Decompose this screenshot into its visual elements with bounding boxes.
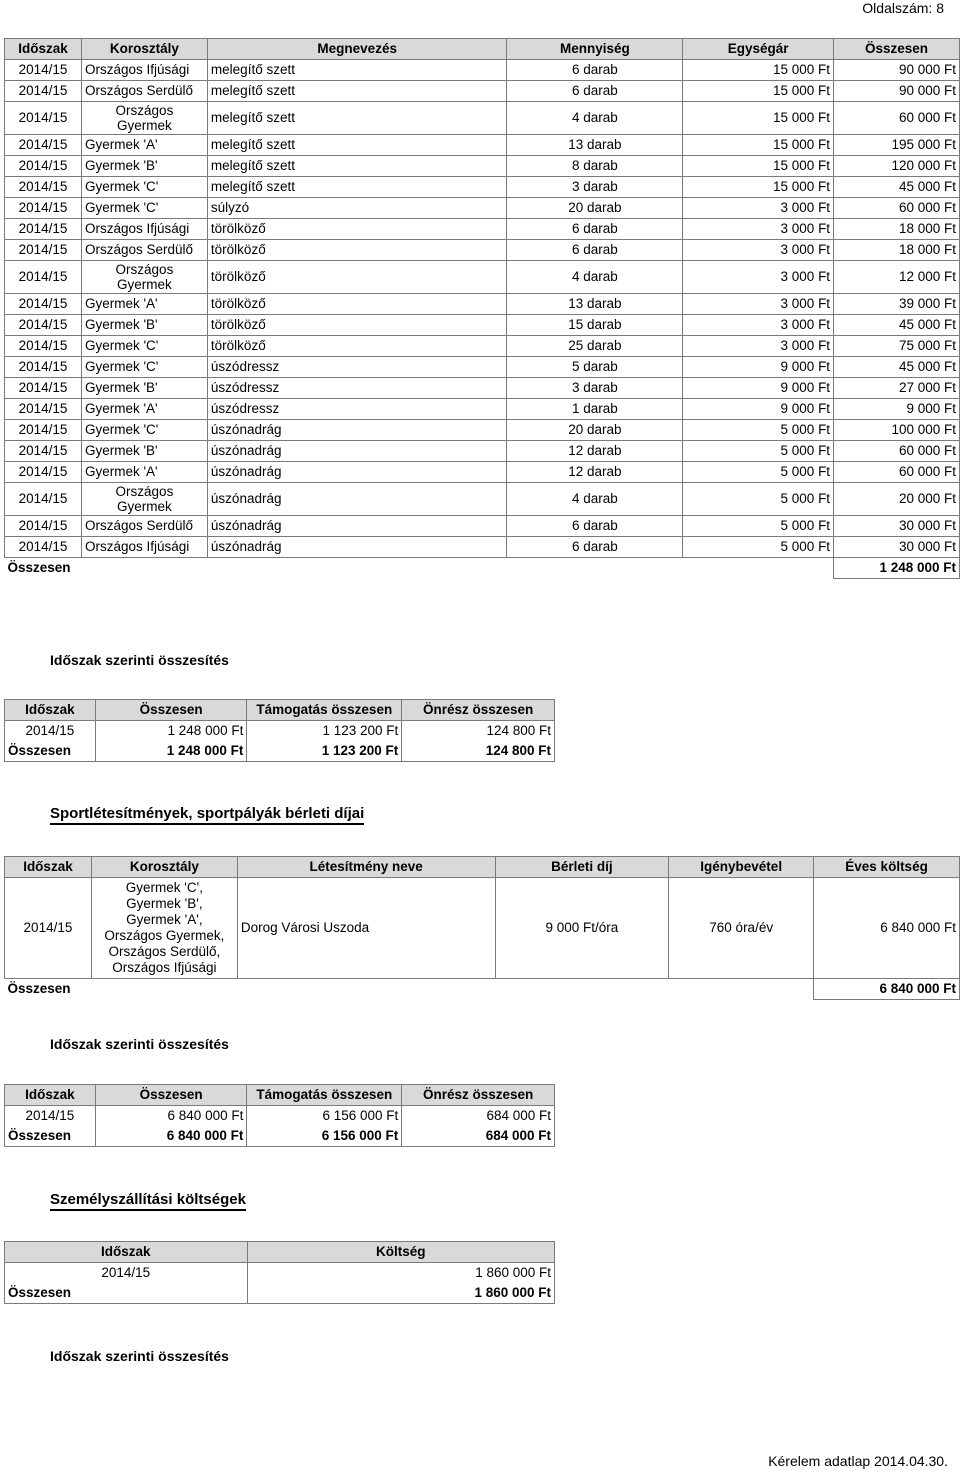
table-row (5, 420, 960, 441)
age-group: Gyermek 'B', (126, 896, 203, 911)
cell-total: 45 000 Ft (834, 177, 960, 198)
table-row (5, 336, 960, 357)
cell-age-group: Országos Gyermek (81, 483, 207, 516)
cell-own: 684 000 Ft (402, 1106, 555, 1127)
cell-item: melegítő szett (207, 60, 507, 81)
cell-age-group: Országos Ifjúsági (81, 537, 207, 558)
cell-age-group: Gyermek 'B' (81, 441, 207, 462)
cell-item: melegítő szett (207, 135, 507, 156)
summary-heading-1: Időszak szerinti összesítés (50, 652, 229, 668)
cell-unit-price: 15 000 Ft (683, 102, 834, 135)
cell-total: 18 000 Ft (834, 240, 960, 261)
cell-period: 2014/15 (5, 261, 82, 294)
cell-unit-price: 5 000 Ft (683, 420, 834, 441)
cell-age-group: Gyermek 'C' (81, 336, 207, 357)
cell-unit-price: 15 000 Ft (683, 156, 834, 177)
cell-fee: 9 000 Ft/óra (495, 878, 669, 979)
cell-item: súlyzó (207, 198, 507, 219)
cell-quantity: 1 darab (507, 399, 683, 420)
cell-item: törölköző (207, 294, 507, 315)
cell-cost: 1 860 000 Ft (247, 1283, 554, 1304)
cell-period: 2014/15 (5, 537, 82, 558)
cell-unit-price: 5 000 Ft (683, 462, 834, 483)
summary-table-1 (4, 699, 555, 762)
cell-total: 39 000 Ft (834, 294, 960, 315)
total-row (5, 1126, 555, 1147)
table-row (5, 357, 960, 378)
cell-age-group: Gyermek 'A' (81, 135, 207, 156)
cell-total: 6 840 000 Ft (95, 1126, 247, 1147)
cell-total: 20 000 Ft (834, 483, 960, 516)
cell-quantity: 6 darab (507, 537, 683, 558)
cell-unit-price: 5 000 Ft (683, 441, 834, 462)
table-header-row (5, 1242, 555, 1263)
equipment-table (4, 38, 960, 579)
total-value: 1 248 000 Ft (834, 558, 960, 579)
cell-period: 2014/15 (5, 420, 82, 441)
cell-unit-price: 3 000 Ft (683, 198, 834, 219)
cell-unit-price: 9 000 Ft (683, 399, 834, 420)
column-header: Összesen (834, 39, 960, 60)
cell-quantity: 3 darab (507, 177, 683, 198)
cell-total: 27 000 Ft (834, 378, 960, 399)
cell-quantity: 12 darab (507, 441, 683, 462)
cell-age-group: Országos Serdülő (81, 240, 207, 261)
table-header-row (5, 1085, 555, 1106)
cell-unit-price: 15 000 Ft (683, 81, 834, 102)
cell-item: úszódressz (207, 399, 507, 420)
cell-item: törölköző (207, 336, 507, 357)
column-header: Önrész összesen (402, 1085, 555, 1106)
cell-unit-price: 15 000 Ft (683, 60, 834, 81)
age-group: Országos Ifjúsági (112, 960, 217, 975)
cell-period: 2014/15 (5, 135, 82, 156)
cell-period: 2014/15 (5, 483, 82, 516)
cell-total: 60 000 Ft (834, 462, 960, 483)
cell-unit-price: 9 000 Ft (683, 378, 834, 399)
cell-total: 45 000 Ft (834, 357, 960, 378)
cell-support: 6 156 000 Ft (247, 1106, 402, 1127)
cell-age-group: Gyermek 'C' (81, 357, 207, 378)
total-row (5, 979, 960, 1000)
column-header: Időszak (5, 1242, 248, 1263)
cell-total: 75 000 Ft (834, 336, 960, 357)
table-header-row (5, 700, 555, 721)
column-header: Időszak (5, 700, 96, 721)
cell-period: 2014/15 (5, 399, 82, 420)
cell-cost: 1 860 000 Ft (247, 1263, 554, 1284)
table-row (5, 135, 960, 156)
total-value: 6 840 000 Ft (814, 979, 960, 1000)
cell-unit-price: 5 000 Ft (683, 483, 834, 516)
table-row (5, 878, 960, 979)
table-row (5, 462, 960, 483)
table-row (5, 483, 960, 516)
column-header: Összesen (95, 700, 247, 721)
cell-unit-price: 5 000 Ft (683, 537, 834, 558)
table-row (5, 261, 960, 294)
cell-item: törölköző (207, 219, 507, 240)
equipment-body (5, 60, 960, 558)
table-row (5, 378, 960, 399)
cell-quantity: 6 darab (507, 60, 683, 81)
cell-unit-price: 3 000 Ft (683, 315, 834, 336)
cell-quantity: 4 darab (507, 261, 683, 294)
cell-quantity: 6 darab (507, 81, 683, 102)
cell-period: 2014/15 (5, 1263, 248, 1284)
total-label: Összesen (5, 1126, 96, 1147)
page-number: Oldalszám: 8 (862, 0, 944, 16)
cell-total: 90 000 Ft (834, 60, 960, 81)
column-header: Igénybevétel (669, 857, 814, 878)
summary-table-2 (4, 1084, 555, 1147)
cell-period: 2014/15 (5, 378, 82, 399)
table-row (5, 1106, 555, 1127)
cell-item: úszónadrág (207, 462, 507, 483)
cell-age-group: Gyermek 'B' (81, 156, 207, 177)
column-header: Időszak (5, 39, 82, 60)
transport-title: Személyszállítási költségek (50, 1191, 246, 1211)
cell-total: 30 000 Ft (834, 537, 960, 558)
cell-period: 2014/15 (5, 81, 82, 102)
cell-quantity: 25 darab (507, 336, 683, 357)
column-header: Támogatás összesen (247, 1085, 402, 1106)
table-row (5, 537, 960, 558)
cell-period: 2014/15 (5, 878, 92, 979)
footer-text: Kérelem adatlap 2014.04.30. (768, 1453, 948, 1469)
cell-quantity: 13 darab (507, 135, 683, 156)
cell-age-group: Országos Gyermek (81, 102, 207, 135)
column-header: Önrész összesen (402, 700, 555, 721)
cell-period: 2014/15 (5, 462, 82, 483)
cell-total: 45 000 Ft (834, 315, 960, 336)
total-label: Összesen (5, 1283, 248, 1304)
table-row (5, 177, 960, 198)
cell-period: 2014/15 (5, 336, 82, 357)
cell-period: 2014/15 (5, 240, 82, 261)
cell-age-group: Országos Serdülő (81, 81, 207, 102)
cell-total: 9 000 Ft (834, 399, 960, 420)
table-row (5, 156, 960, 177)
total-row (5, 1283, 555, 1304)
cell-age-group: Országos Serdülő (81, 516, 207, 537)
age-group: Országos Gyermek, (104, 928, 225, 943)
cell-quantity: 8 darab (507, 156, 683, 177)
cell-unit-price: 9 000 Ft (683, 357, 834, 378)
cell-period: 2014/15 (5, 315, 82, 336)
cell-period: 2014/15 (5, 156, 82, 177)
cell-period: 2014/15 (5, 294, 82, 315)
cell-usage: 760 óra/év (669, 878, 814, 979)
cell-item: úszónadrág (207, 441, 507, 462)
cell-item: úszónadrág (207, 516, 507, 537)
table-row (5, 198, 960, 219)
column-header: Költség (247, 1242, 554, 1263)
cell-total: 60 000 Ft (834, 102, 960, 135)
cell-quantity: 13 darab (507, 294, 683, 315)
cell-unit-price: 3 000 Ft (683, 294, 834, 315)
cell-support: 1 123 200 Ft (247, 741, 402, 762)
cell-age-group: Gyermek 'A' (81, 294, 207, 315)
column-header: Bérleti díj (495, 857, 669, 878)
total-row (5, 741, 555, 762)
table-row (5, 294, 960, 315)
cell-period: 2014/15 (5, 1106, 96, 1127)
cell-total: 1 248 000 Ft (95, 721, 247, 742)
column-header: Éves költség (814, 857, 960, 878)
cell-age-group: Országos Ifjúsági (81, 219, 207, 240)
cell-annual: 6 840 000 Ft (814, 878, 960, 979)
cell-period: 2014/15 (5, 357, 82, 378)
cell-support: 1 123 200 Ft (247, 721, 402, 742)
cell-own: 684 000 Ft (402, 1126, 555, 1147)
cell-item: úszónadrág (207, 483, 507, 516)
facilities-table (4, 856, 960, 1000)
table-header-row (5, 39, 960, 60)
facilities-title: Sportlétesítmények, sportpályák bérleti díjai (50, 805, 364, 825)
table-row (5, 60, 960, 81)
column-header: Összesen (95, 1085, 247, 1106)
cell-total: 1 248 000 Ft (95, 741, 247, 762)
total-label: Összesen (5, 558, 834, 579)
cell-unit-price: 15 000 Ft (683, 135, 834, 156)
table-row (5, 102, 960, 135)
cell-item: úszónadrág (207, 420, 507, 441)
cell-period: 2014/15 (5, 60, 82, 81)
cell-item: melegítő szett (207, 81, 507, 102)
cell-item: úszónadrág (207, 537, 507, 558)
table-row (5, 81, 960, 102)
cell-total: 30 000 Ft (834, 516, 960, 537)
cell-item: melegítő szett (207, 102, 507, 135)
cell-item: melegítő szett (207, 177, 507, 198)
cell-age-group: Gyermek 'C' (81, 198, 207, 219)
cell-unit-price: 3 000 Ft (683, 261, 834, 294)
cell-age-group: Gyermek 'C' (81, 420, 207, 441)
cell-item: törölköző (207, 261, 507, 294)
cell-period: 2014/15 (5, 721, 96, 742)
cell-age-group: Gyermek 'B' (81, 315, 207, 336)
section-heading-transport (50, 1191, 246, 1208)
table-row (5, 441, 960, 462)
cell-quantity: 5 darab (507, 357, 683, 378)
cell-age-group: Országos Ifjúsági (81, 60, 207, 81)
cell-age-group: Gyermek 'B' (81, 378, 207, 399)
table-row (5, 240, 960, 261)
column-header: Támogatás összesen (247, 700, 402, 721)
cell-own: 124 800 Ft (402, 721, 555, 742)
cell-quantity: 12 darab (507, 462, 683, 483)
cell-age-group: Gyermek 'A' (81, 462, 207, 483)
column-header: Korosztály (81, 39, 207, 60)
column-header: Egységár (683, 39, 834, 60)
cell-unit-price: 5 000 Ft (683, 516, 834, 537)
cell-unit-price: 15 000 Ft (683, 177, 834, 198)
cell-age-group: Gyermek 'C' (81, 177, 207, 198)
cell-total: 60 000 Ft (834, 198, 960, 219)
column-header: Korosztály (91, 857, 237, 878)
table-header-row (5, 857, 960, 878)
cell-quantity: 3 darab (507, 378, 683, 399)
summary-heading-2: Időszak szerinti összesítés (50, 1036, 229, 1052)
cell-item: törölköző (207, 240, 507, 261)
cell-quantity: 4 darab (507, 483, 683, 516)
cell-total: 12 000 Ft (834, 261, 960, 294)
section-heading-facilities (50, 805, 364, 822)
column-header: Időszak (5, 1085, 96, 1106)
cell-quantity: 4 darab (507, 102, 683, 135)
cell-total: 120 000 Ft (834, 156, 960, 177)
total-label: Összesen (5, 741, 96, 762)
table-row (5, 721, 555, 742)
cell-quantity: 6 darab (507, 219, 683, 240)
cell-unit-price: 3 000 Ft (683, 240, 834, 261)
cell-item: törölköző (207, 315, 507, 336)
age-group: Gyermek 'C', (125, 880, 203, 895)
cell-unit-price: 3 000 Ft (683, 219, 834, 240)
cell-quantity: 6 darab (507, 240, 683, 261)
cell-own: 124 800 Ft (402, 741, 555, 762)
cell-total: 6 840 000 Ft (95, 1106, 247, 1127)
table-row (5, 399, 960, 420)
column-header: Időszak (5, 857, 92, 878)
column-header: Megnevezés (207, 39, 507, 60)
cell-facility: Dorog Városi Uszoda (237, 878, 495, 979)
table-row (5, 219, 960, 240)
total-row (5, 558, 960, 579)
transport-table (4, 1241, 555, 1304)
cell-unit-price: 3 000 Ft (683, 336, 834, 357)
cell-period: 2014/15 (5, 441, 82, 462)
age-group: Országos Serdülő, (108, 944, 221, 959)
cell-total: 100 000 Ft (834, 420, 960, 441)
cell-quantity: 15 darab (507, 315, 683, 336)
cell-age-group: Gyermek 'A' (81, 399, 207, 420)
cell-age-group: Országos Gyermek (81, 261, 207, 294)
table-row (5, 516, 960, 537)
total-label: Összesen (5, 979, 814, 1000)
column-header: Mennyiség (507, 39, 683, 60)
table-row (5, 315, 960, 336)
cell-item: melegítő szett (207, 156, 507, 177)
cell-period: 2014/15 (5, 102, 82, 135)
cell-quantity: 6 darab (507, 516, 683, 537)
cell-quantity: 20 darab (507, 198, 683, 219)
cell-total: 195 000 Ft (834, 135, 960, 156)
cell-quantity: 20 darab (507, 420, 683, 441)
age-group: Gyermek 'A', (126, 912, 203, 927)
table-row (5, 1263, 555, 1284)
cell-support: 6 156 000 Ft (247, 1126, 402, 1147)
cell-total: 90 000 Ft (834, 81, 960, 102)
cell-item: úszódressz (207, 357, 507, 378)
cell-age-groups (91, 878, 237, 979)
cell-period: 2014/15 (5, 516, 82, 537)
cell-total: 60 000 Ft (834, 441, 960, 462)
cell-period: 2014/15 (5, 219, 82, 240)
cell-period: 2014/15 (5, 177, 82, 198)
cell-item: úszódressz (207, 378, 507, 399)
cell-period: 2014/15 (5, 198, 82, 219)
column-header: Létesítmény neve (237, 857, 495, 878)
summary-heading-3: Időszak szerinti összesítés (50, 1348, 229, 1364)
cell-total: 18 000 Ft (834, 219, 960, 240)
